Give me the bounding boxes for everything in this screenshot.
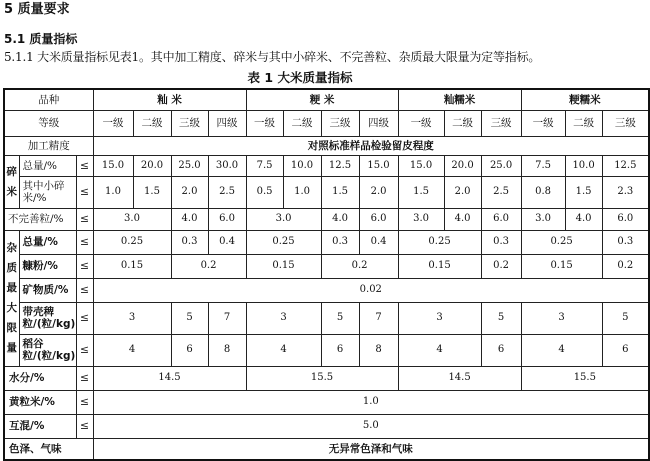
value-cell: 4.0 <box>444 208 481 230</box>
value-cell: 4 <box>93 334 171 366</box>
grade-header: 等级 <box>4 110 93 136</box>
value-cell: 15.5 <box>246 366 398 390</box>
row-moisture <box>4 366 649 390</box>
grade-cell: 三级 <box>602 110 649 136</box>
value-cell: 7 <box>208 302 246 334</box>
value-cell: 14.5 <box>398 366 521 390</box>
row-imperfect <box>4 208 649 230</box>
value-cell: 30.0 <box>208 155 246 176</box>
color-value: 无异常色泽和气味 <box>93 438 649 460</box>
row-broken-total <box>4 155 649 176</box>
value-cell: 8 <box>359 334 398 366</box>
value-cell: 0.2 <box>602 254 649 278</box>
value-cell: 4 <box>246 334 321 366</box>
impurity-husked-label: 带壳稗粒/(粒/kg) <box>19 302 76 334</box>
impurity-total-label: 总量/% <box>19 230 76 254</box>
impurity-paddy-label: 稻谷粒/(粒/kg) <box>19 334 76 366</box>
leq-sign: ≤ <box>76 414 93 438</box>
value-cell: 4 <box>521 334 602 366</box>
value-cell: 0.15 <box>521 254 602 278</box>
group-indica: 籼 米 <box>93 89 246 110</box>
moisture-label: 水分/% <box>4 366 76 390</box>
value-cell: 0.15 <box>93 254 171 278</box>
value-cell: 0.15 <box>246 254 321 278</box>
value-cell: 25.0 <box>481 155 521 176</box>
grade-cell: 三级 <box>321 110 359 136</box>
value-cell: 3 <box>93 302 171 334</box>
row-impurity-total <box>4 230 649 254</box>
row-impurity-husked <box>4 302 649 334</box>
leq-sign: ≤ <box>76 208 93 230</box>
value-cell: 15.0 <box>359 155 398 176</box>
mixed-label: 互混/% <box>4 414 76 438</box>
color-label: 色泽、气味 <box>4 438 93 460</box>
value-cell: 10.0 <box>283 155 321 176</box>
header-row-grade <box>4 110 649 136</box>
value-cell: 6.0 <box>481 208 521 230</box>
leq-sign: ≤ <box>76 176 93 208</box>
value-cell: 0.25 <box>93 230 171 254</box>
value-cell: 5 <box>602 302 649 334</box>
rice-quality-table <box>3 88 650 461</box>
value-cell: 2.5 <box>208 176 246 208</box>
leq-sign: ≤ <box>76 390 93 414</box>
value-cell: 0.4 <box>208 230 246 254</box>
grade-cell: 一级 <box>398 110 444 136</box>
impurity-group-label: 杂 质 最 大 限 量 <box>4 230 19 366</box>
value-cell: 0.3 <box>321 230 359 254</box>
value-cell: 2.3 <box>602 176 649 208</box>
row-mixed <box>4 414 649 438</box>
value-cell: 6 <box>481 334 521 366</box>
variety-header: 品种 <box>4 89 93 110</box>
leq-sign: ≤ <box>76 302 93 334</box>
value-cell: 0.15 <box>398 254 481 278</box>
leq-sign: ≤ <box>76 230 93 254</box>
value-cell: 14.5 <box>93 366 246 390</box>
leq-sign: ≤ <box>76 278 93 302</box>
value-cell: 15.0 <box>93 155 133 176</box>
value-cell: 6.0 <box>208 208 246 230</box>
value-cell: 7.5 <box>246 155 283 176</box>
value-cell: 4.0 <box>171 208 208 230</box>
grade-cell: 一级 <box>93 110 133 136</box>
value-cell: 4.0 <box>565 208 602 230</box>
row-yellow <box>4 390 649 414</box>
value-cell: 2.0 <box>359 176 398 208</box>
grade-cell: 三级 <box>481 110 521 136</box>
value-cell: 25.0 <box>171 155 208 176</box>
row-impurity-paddy <box>4 334 649 366</box>
grade-cell: 四级 <box>359 110 398 136</box>
grade-cell: 二级 <box>133 110 171 136</box>
value-cell: 6.0 <box>602 208 649 230</box>
value-cell: 1.0 <box>93 176 133 208</box>
value-cell: 10.0 <box>565 155 602 176</box>
leq-sign: ≤ <box>76 366 93 390</box>
row-broken-small <box>4 176 649 208</box>
broken-group-label: 碎 米 <box>4 155 19 208</box>
value-cell: 8 <box>208 334 246 366</box>
value-cell: 15.5 <box>521 366 649 390</box>
value-cell: 7 <box>359 302 398 334</box>
grade-cell: 二级 <box>444 110 481 136</box>
grade-cell: 二级 <box>283 110 321 136</box>
value-cell: 3.0 <box>93 208 171 230</box>
value-cell: 0.25 <box>521 230 602 254</box>
row-impurity-mineral <box>4 278 649 302</box>
section-5-heading: 5 质量要求 <box>4 2 70 17</box>
precision-label: 加工精度 <box>4 136 93 155</box>
impurity-bran-label: 糠粉/% <box>19 254 76 278</box>
value-cell: 0.2 <box>321 254 398 278</box>
value-cell: 3.0 <box>246 208 321 230</box>
value-cell: 3 <box>521 302 602 334</box>
value-cell: 5 <box>171 302 208 334</box>
table-caption: 表 1 大米质量指标 <box>247 70 353 85</box>
value-cell: 3 <box>246 302 321 334</box>
grade-cell: 一级 <box>521 110 565 136</box>
value-cell: 7.5 <box>521 155 565 176</box>
row-precision <box>4 136 649 155</box>
broken-small-label: 其中小碎米/% <box>19 176 76 208</box>
value-cell: 0.2 <box>171 254 246 278</box>
value-cell: 2.0 <box>444 176 481 208</box>
value-cell: 6 <box>171 334 208 366</box>
yellow-value: 1.0 <box>93 390 649 414</box>
header-row-variety <box>4 89 649 110</box>
value-cell: 1.0 <box>283 176 321 208</box>
value-cell: 5 <box>321 302 359 334</box>
value-cell: 1.5 <box>565 176 602 208</box>
value-cell: 6.0 <box>359 208 398 230</box>
value-cell: 12.5 <box>602 155 649 176</box>
group-indica-glutinous: 籼糯米 <box>398 89 521 110</box>
leq-sign: ≤ <box>76 155 93 176</box>
value-cell: 0.4 <box>359 230 398 254</box>
value-cell: 20.0 <box>133 155 171 176</box>
value-cell: 0.5 <box>246 176 283 208</box>
value-cell: 2.0 <box>171 176 208 208</box>
value-cell: 3.0 <box>398 208 444 230</box>
grade-cell: 四级 <box>208 110 246 136</box>
value-cell: 0.2 <box>481 254 521 278</box>
grade-cell: 二级 <box>565 110 602 136</box>
group-japonica-glutinous: 粳糯米 <box>521 89 649 110</box>
value-cell: 6 <box>602 334 649 366</box>
value-cell: 12.5 <box>321 155 359 176</box>
section-5-1-1-paragraph: 5.1.1 大米质量指标见表1。其中加工精度、碎米与其中小碎米、不完善粒、杂质最大限量为定等指标。 <box>4 50 541 64</box>
impurity-mineral-label: 矿物质/% <box>19 278 76 302</box>
section-5-1-heading: 5.1 质量指标 <box>4 32 78 46</box>
value-cell: 4 <box>398 334 481 366</box>
mixed-value: 5.0 <box>93 414 649 438</box>
row-impurity-bran <box>4 254 649 278</box>
yellow-label: 黄粒米/% <box>4 390 76 414</box>
value-cell: 0.25 <box>398 230 481 254</box>
value-cell: 1.5 <box>133 176 171 208</box>
value-cell: 5 <box>481 302 521 334</box>
value-cell: 1.5 <box>321 176 359 208</box>
value-cell: 0.3 <box>481 230 521 254</box>
value-cell: 4.0 <box>321 208 359 230</box>
value-cell: 15.0 <box>398 155 444 176</box>
value-cell: 0.8 <box>521 176 565 208</box>
value-cell: 1.5 <box>398 176 444 208</box>
broken-total-label: 总量/% <box>19 155 76 176</box>
value-cell: 3.0 <box>521 208 565 230</box>
value-cell: 6 <box>321 334 359 366</box>
leq-sign: ≤ <box>76 334 93 366</box>
precision-value: 对照标准样品检验留皮程度 <box>93 136 649 155</box>
value-cell: 20.0 <box>444 155 481 176</box>
row-color <box>4 438 649 460</box>
grade-cell: 一级 <box>246 110 283 136</box>
group-japonica: 粳 米 <box>246 89 398 110</box>
value-cell: 0.25 <box>246 230 321 254</box>
value-cell: 2.5 <box>481 176 521 208</box>
imperfect-label: 不完善粒/% <box>4 208 76 230</box>
leq-sign: ≤ <box>76 254 93 278</box>
value-cell: 3 <box>398 302 481 334</box>
value-cell: 0.3 <box>171 230 208 254</box>
mineral-value: 0.02 <box>93 278 649 302</box>
value-cell: 0.3 <box>602 230 649 254</box>
grade-cell: 三级 <box>171 110 208 136</box>
